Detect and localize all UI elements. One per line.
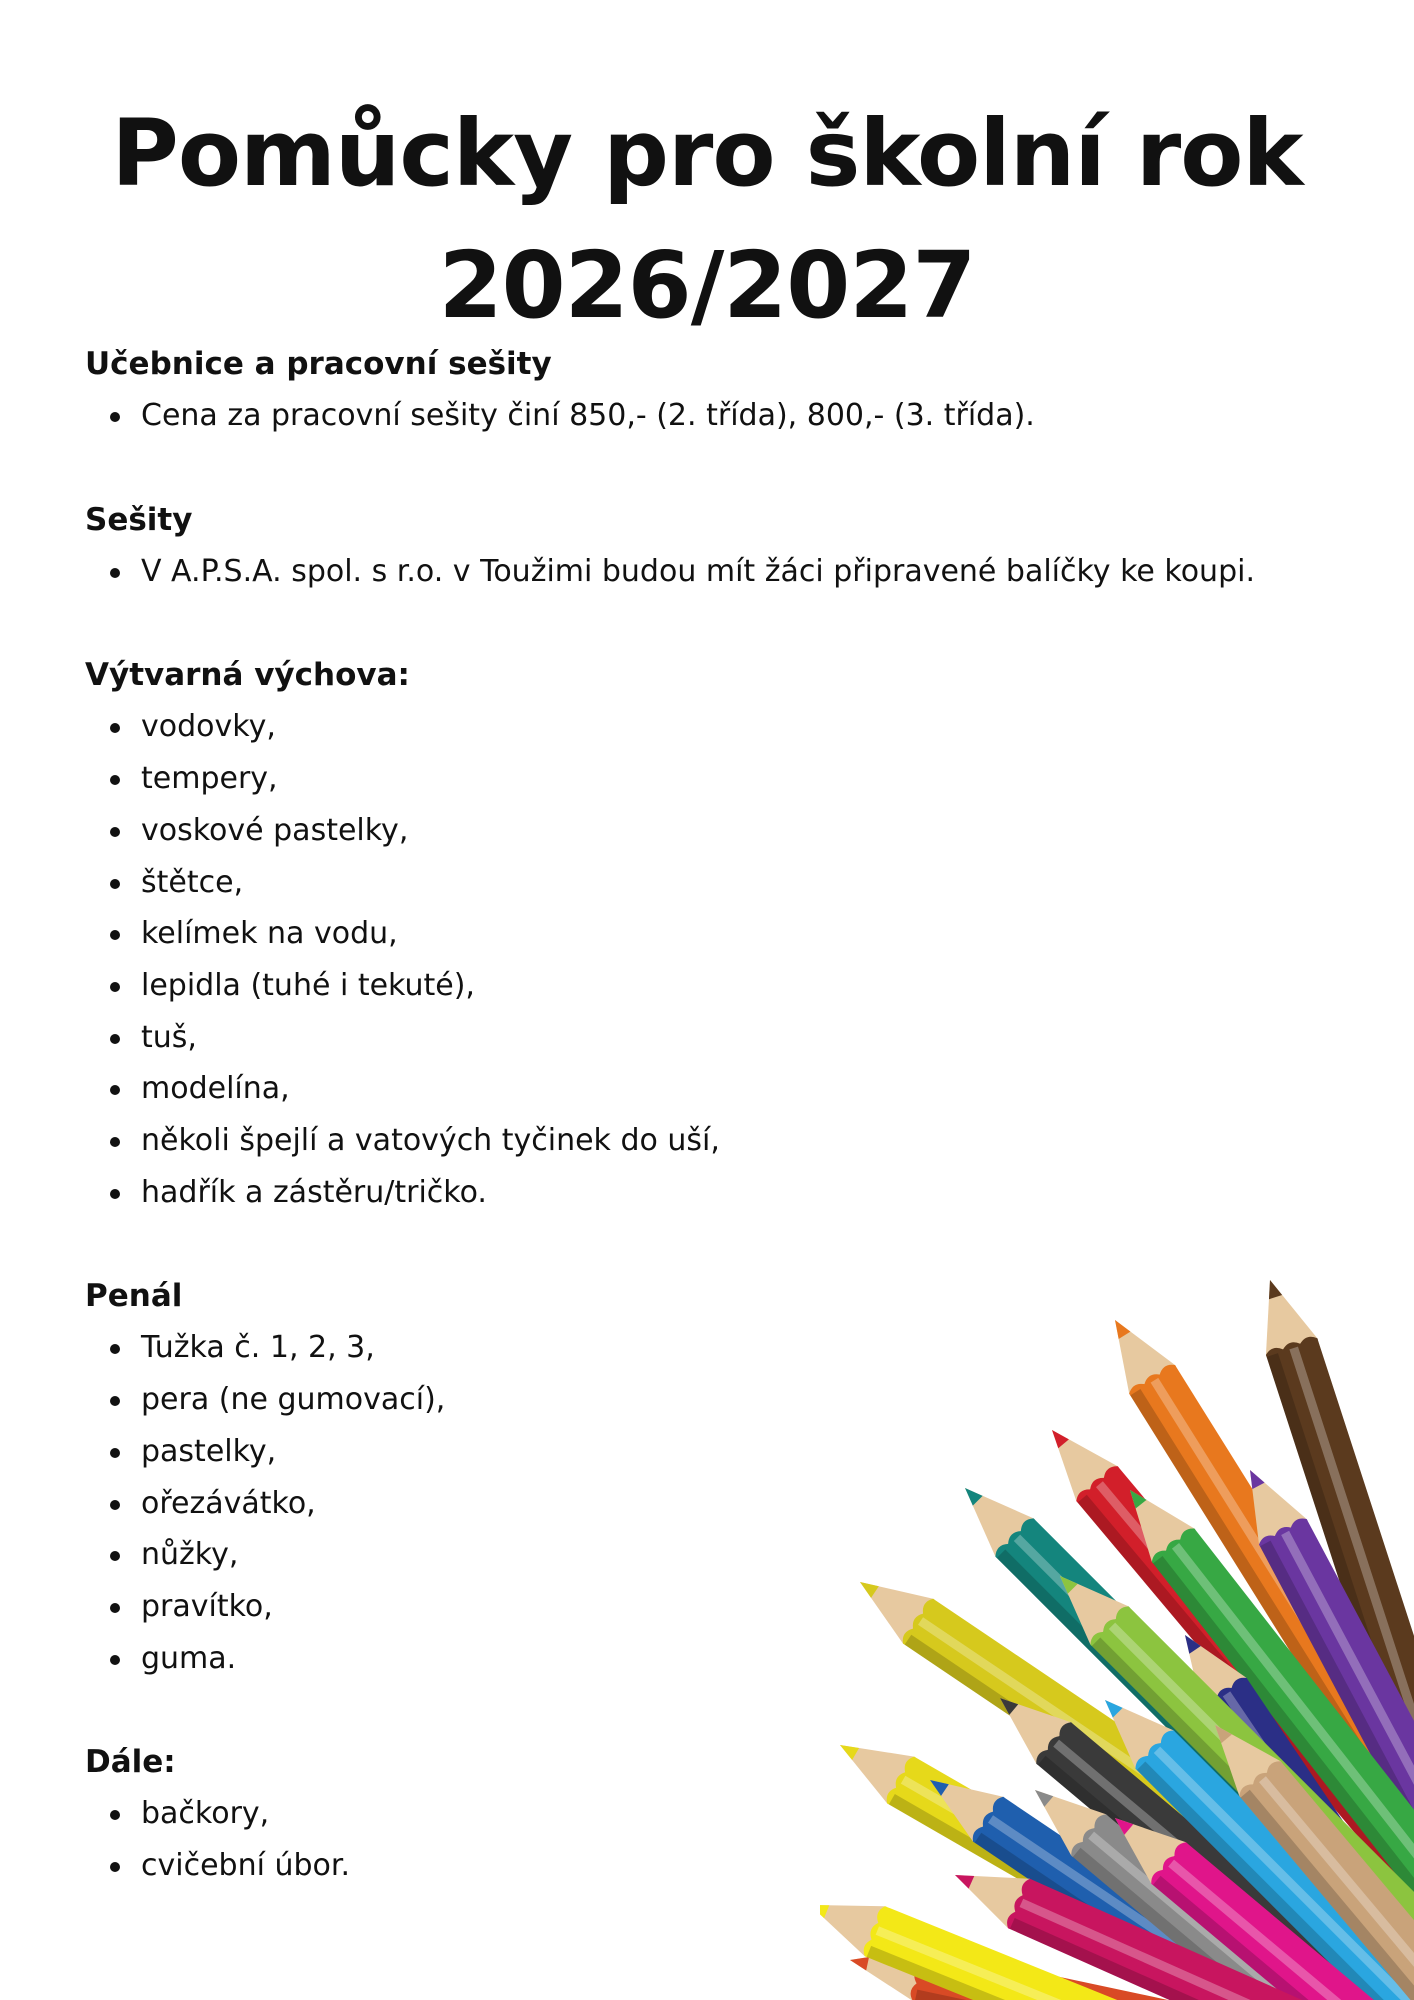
bullet-icon: [110, 827, 120, 837]
list-item: cvičební úbor.: [85, 1840, 1335, 1892]
section-heading: Penál: [85, 1278, 183, 1315]
list-item: nůžky,: [85, 1529, 1335, 1581]
list-item: štětce,: [85, 857, 1335, 909]
list-item: ořezávátko,: [85, 1478, 1335, 1530]
list-item: tuš,: [85, 1012, 1335, 1064]
bullet-icon: [110, 412, 120, 422]
list-item: bačkory,: [85, 1788, 1335, 1840]
bullet-icon: [110, 1396, 120, 1406]
list-item: tempery,: [85, 753, 1335, 805]
item-list: [85, 390, 1335, 442]
list-item: voskové pastelky,: [85, 805, 1335, 857]
bullet-icon: [110, 568, 120, 578]
list-item: vodovky,: [85, 701, 1335, 753]
section-heading: Výtvarná výchova:: [85, 657, 410, 694]
bullet-icon: [110, 1085, 120, 1095]
bullet-icon: [110, 775, 120, 785]
list-item: modelína,: [85, 1063, 1335, 1115]
list-item: guma.: [85, 1633, 1335, 1685]
bullet-icon: [110, 1034, 120, 1044]
list-item: několi špejlí a vatových tyčinek do uší,: [85, 1115, 1335, 1167]
list-item: kelímek na vodu,: [85, 908, 1335, 960]
section-heading: Učebnice a pracovní sešity: [85, 346, 552, 382]
item-list: [85, 701, 1335, 1218]
list-item: pera (ne gumovací),: [85, 1374, 1335, 1426]
page-title: Pomůcky pro školní rok 2026/2027: [111, 100, 1303, 339]
item-list: [85, 546, 1335, 598]
list-item: pravítko,: [85, 1581, 1335, 1633]
section-notebooks: [85, 494, 1335, 598]
list-item: pastelky,: [85, 1426, 1335, 1478]
bullet-icon: [110, 1500, 120, 1510]
bullet-icon: [110, 723, 120, 733]
bullet-icon: [110, 1862, 120, 1872]
bullet-icon: [110, 982, 120, 992]
bullet-icon: [110, 930, 120, 940]
bullet-icon: [110, 1189, 120, 1199]
bullet-icon: [110, 1551, 120, 1561]
list-item: Cena za pracovní sešity činí 850,- (2. třída), 800,- (3. třída).: [85, 390, 1335, 442]
bullet-icon: [110, 1655, 120, 1665]
bullet-icon: [110, 1448, 120, 1458]
bullet-icon: [110, 879, 120, 889]
bullet-icon: [110, 1137, 120, 1147]
list-item: V A.P.S.A. spol. s r.o. v Toužimi budou mít žáci připravené balíčky ke koupi.: [85, 546, 1335, 598]
bullet-icon: [110, 1810, 120, 1820]
list-item: Tužka č. 1, 2, 3,: [85, 1322, 1335, 1374]
section-heading: Sešity: [85, 501, 193, 538]
section-textbooks: [85, 338, 1335, 442]
section-heading: Dále:: [85, 1744, 176, 1781]
section-art: [85, 649, 1335, 1218]
colored-pencils-illustration: [820, 1270, 1414, 2000]
list-item: lepidla (tuhé i tekuté),: [85, 960, 1335, 1012]
list-item: hadřík a zástěru/tričko.: [85, 1167, 1335, 1219]
bullet-icon: [110, 1603, 120, 1613]
bullet-icon: [110, 1344, 120, 1354]
